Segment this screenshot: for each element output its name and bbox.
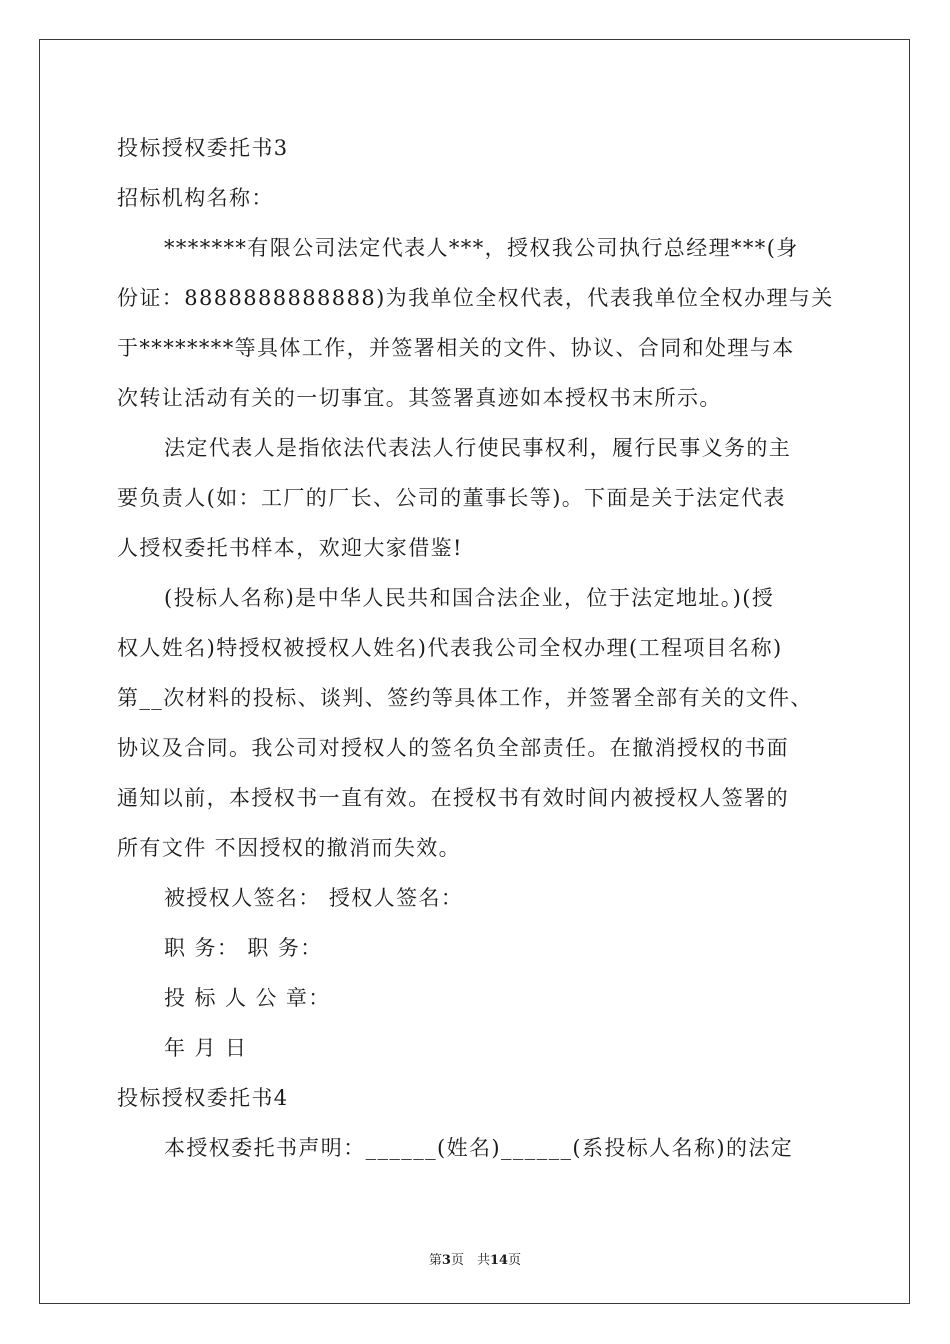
- position-fields: 职 务： 职 务：: [164, 936, 323, 960]
- doc-paragraph-line: 次转让活动有关的一切事宜。其签署真迹如本授权书末所示。: [117, 386, 722, 410]
- doc-paragraph-line: 人授权委托书样本，欢迎大家借鉴!: [117, 536, 463, 560]
- doc-paragraph-line: 所有文件 不因授权的撤消而失效。: [117, 836, 462, 860]
- date-field: 年 月 日: [164, 1036, 248, 1060]
- footer-middle: 页 共: [450, 1253, 490, 1268]
- page-border: [39, 39, 910, 1304]
- doc-paragraph-line: 要负责人(如：工厂的厂长、公司的董事长等)。下面是关于法定代表: [117, 486, 786, 510]
- footer-suffix: 页: [508, 1253, 522, 1268]
- doc-paragraph-line: 通知以前，本授权书一直有效。在授权书有效时间内被授权人签署的: [117, 786, 789, 810]
- total-page-count: 14: [489, 1253, 509, 1268]
- doc-paragraph-line: 法定代表人是指依法代表法人行使民事权利，履行民事义务的主: [164, 436, 792, 460]
- doc-paragraph-line: 协议及合同。我公司对授权人的签名负全部责任。在撤消授权的书面: [117, 736, 789, 760]
- doc-paragraph-line: 权人姓名)特授权被授权人姓名)代表我公司全权办理(工程项目名称): [117, 636, 783, 660]
- doc-paragraph-line: *******有限公司法定代表人***，授权我公司执行总经理***(身: [164, 236, 799, 260]
- doc-paragraph-line: 第__次材料的投标、谈判、签约等具体工作，并签署全部有关的文件、: [117, 686, 813, 710]
- doc-paragraph-line: 份证：8888888888888)为我单位全权代表，代表我单位全权办理与关: [117, 286, 834, 310]
- footer-prefix: 第: [428, 1253, 442, 1268]
- seal-field: 投 标 人 公 章：: [164, 986, 331, 1010]
- doc-paragraph-line: (投标人名称)是中华人民共和国合法企业，位于法定地址。)(授: [164, 586, 775, 610]
- doc-heading-4: 投标授权委托书4: [117, 1086, 289, 1110]
- doc-paragraph-line: 于********等具体工作，并签署相关的文件、协议、合同和处理与本: [117, 336, 795, 360]
- doc-line-recipient: 招标机构名称：: [117, 186, 274, 210]
- page-footer: [0, 1249, 950, 1268]
- doc-heading-3: 投标授权委托书3: [117, 136, 289, 160]
- current-page-number: 3: [441, 1253, 451, 1268]
- doc-paragraph-line: 本授权委托书声明：______(姓名)______(系投标人名称)的法定: [164, 1136, 794, 1160]
- signature-fields: 被授权人签名： 授权人签名：: [164, 886, 464, 910]
